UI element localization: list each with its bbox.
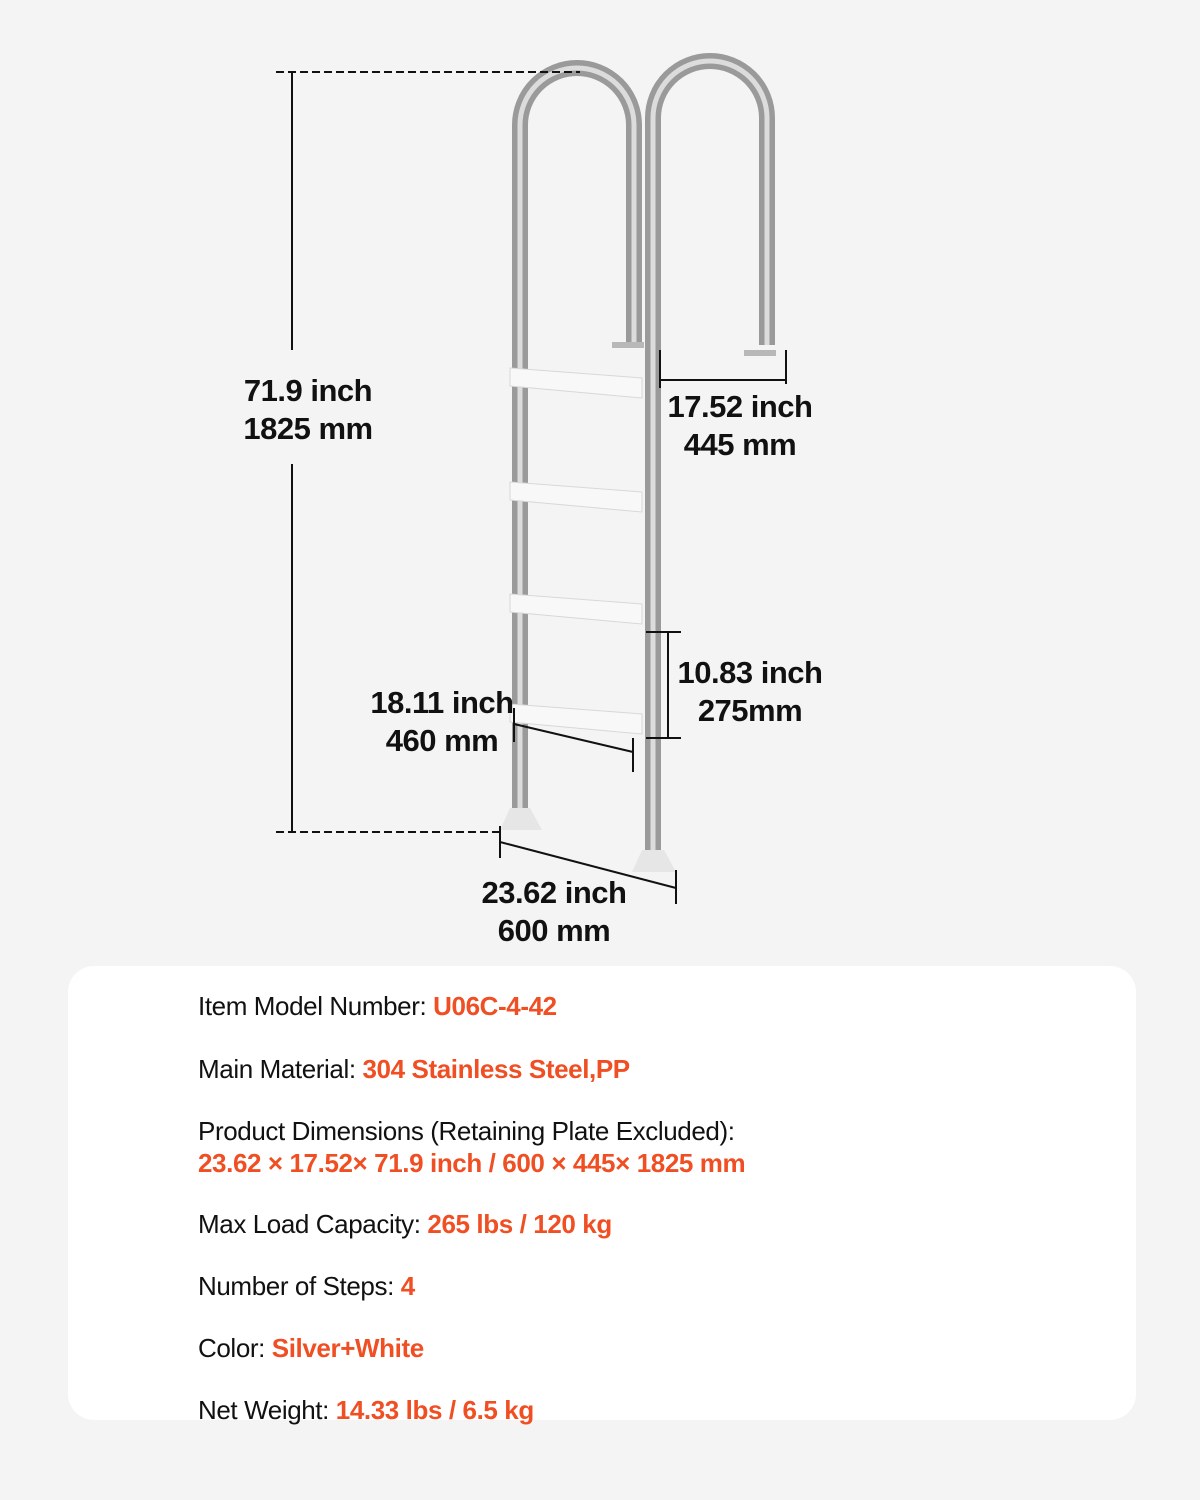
- spec-product-dimensions: Product Dimensions (Retaining Plate Excluded): 23.62 × 17.52× 71.9 inch / 600 × 445× 1825 mm: [198, 1116, 746, 1178]
- spec-number-of-steps: Number of Steps: 4: [198, 1271, 415, 1301]
- step-spacing-label: 10.83 inch 275mm: [677, 655, 823, 728]
- spec-model-number: Item Model Number: U06C-4-42: [198, 991, 557, 1021]
- spec-color: Color: Silver+White: [198, 1333, 424, 1363]
- spec-net-weight: Net Weight: 14.33 lbs / 6.5 kg: [198, 1395, 534, 1425]
- height-dimension-label: 71.9 inch 1825 mm: [243, 373, 373, 446]
- spec-main-material: Main Material: 304 Stainless Steel,PP: [198, 1054, 630, 1084]
- handrail-width-label: 17.52 inch 445 mm: [667, 389, 813, 462]
- base-depth-label: 23.62 inch 600 mm: [481, 875, 627, 948]
- step-width-label: 18.11 inch 460 mm: [370, 685, 514, 758]
- spec-max-load: Max Load Capacity: 265 lbs / 120 kg: [198, 1209, 612, 1239]
- specifications-card: [68, 966, 1136, 1425]
